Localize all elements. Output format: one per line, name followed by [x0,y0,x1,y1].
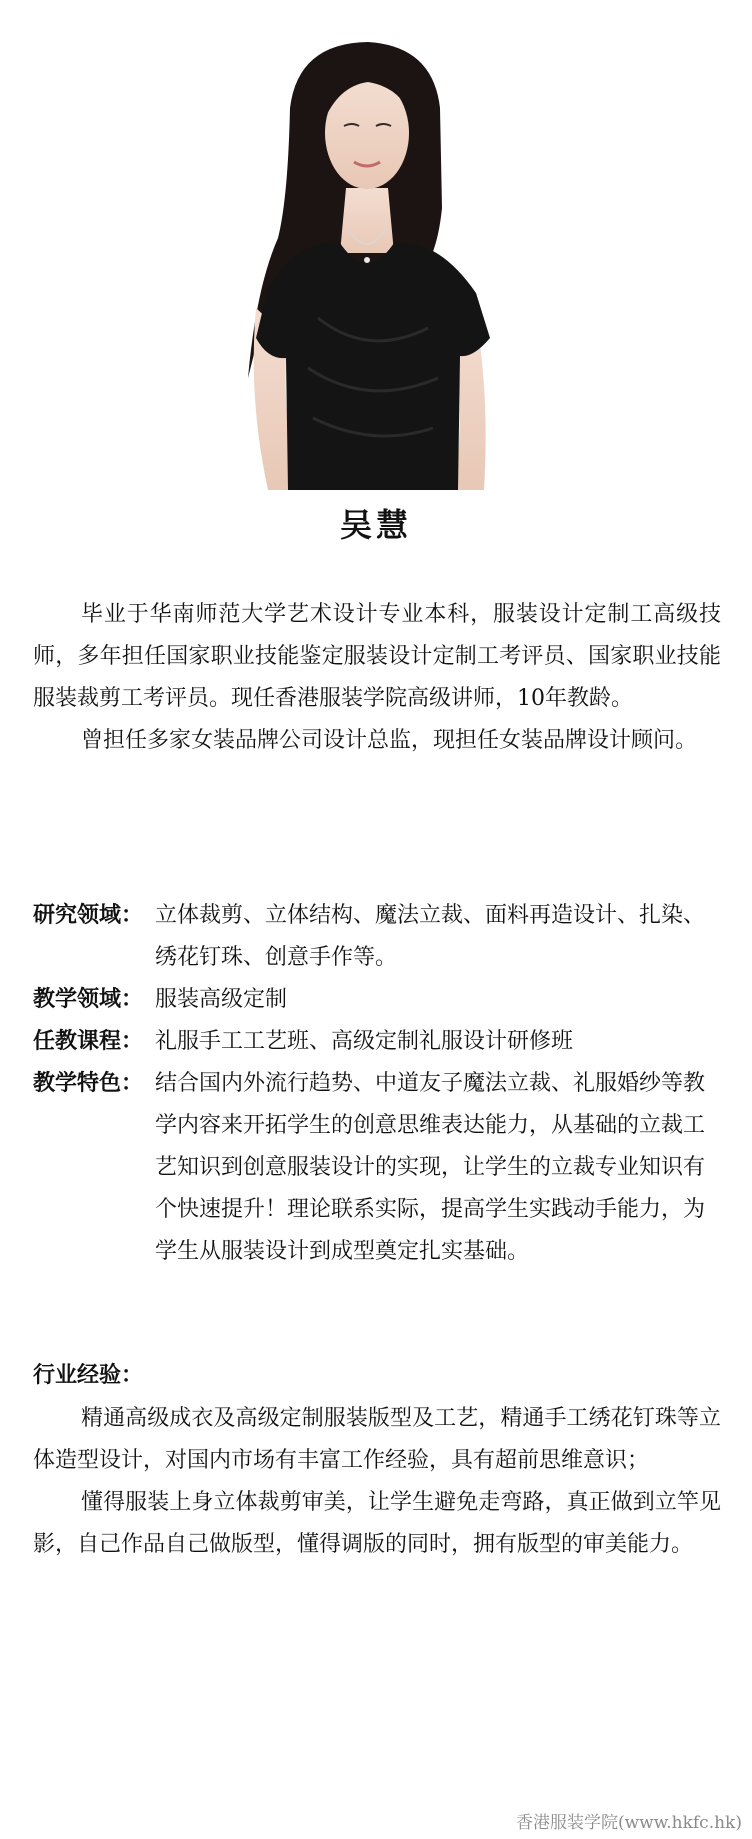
field-research [33,895,721,979]
field-teaching-features [33,1063,721,1273]
field-value: 服装高级定制 [155,987,288,1012]
experience-paragraph: 懂得服装上身立体裁剪审美，让学生避免走弯路，真正做到立竿见影，自己作品自己做版型，懂得调版的同时，拥有版型的审美能力。 [33,1490,721,1557]
watermark: 香港服装学院(www.hkfc.hk) [515,1813,742,1833]
experience-heading: 行业经验： [33,1363,144,1388]
teacher-bio [33,594,721,762]
field-label: 教学特色： [33,1071,144,1096]
field-courses [33,1021,721,1063]
field-label: 教学领域： [33,987,144,1012]
bio-paragraph: 毕业于华南师范大学艺术设计专业本科，服装设计定制工高级技师，多年担任国家职业技能鉴定服装设计定制工考评员、国家职业技能服装裁剪工考评员。现任香港服装学院高级讲师，10年教龄。 [33,602,721,711]
field-value: 礼服手工工艺班、高级定制礼服设计研修班 [155,1029,574,1054]
field-teaching-area [33,979,721,1021]
teacher-portrait [228,38,518,490]
field-value: 立体裁剪、立体结构、魔法立裁、面料再造设计、扎染、绣花钉珠、创意手作等。 [155,903,706,970]
field-label: 研究领域： [33,903,144,928]
experience-text [33,1398,721,1566]
field-label: 任教课程： [33,1029,144,1054]
bio-paragraph: 曾担任多家女装品牌公司设计总监，现担任女装品牌设计顾问。 [81,728,698,753]
teacher-name: 吴慧 [339,506,412,544]
field-value: 结合国内外流行趋势、中道友子魔法立裁、礼服婚纱等教学内容来开拓学生的创意思维表达能力，从基础的立裁工艺知识到创意服装设计的实现，让学生的立裁专业知识有个快速提升！理论联系实际，提高学生实践动手能力，为学生从服装设计到成型奠定扎实基础。 [155,1071,706,1264]
experience-paragraph: 精通高级成衣及高级定制服装版型及工艺，精通手工绣花钉珠等立体造型设计，对国内市场有丰富工作经验，具有超前思维意识； [33,1406,721,1473]
